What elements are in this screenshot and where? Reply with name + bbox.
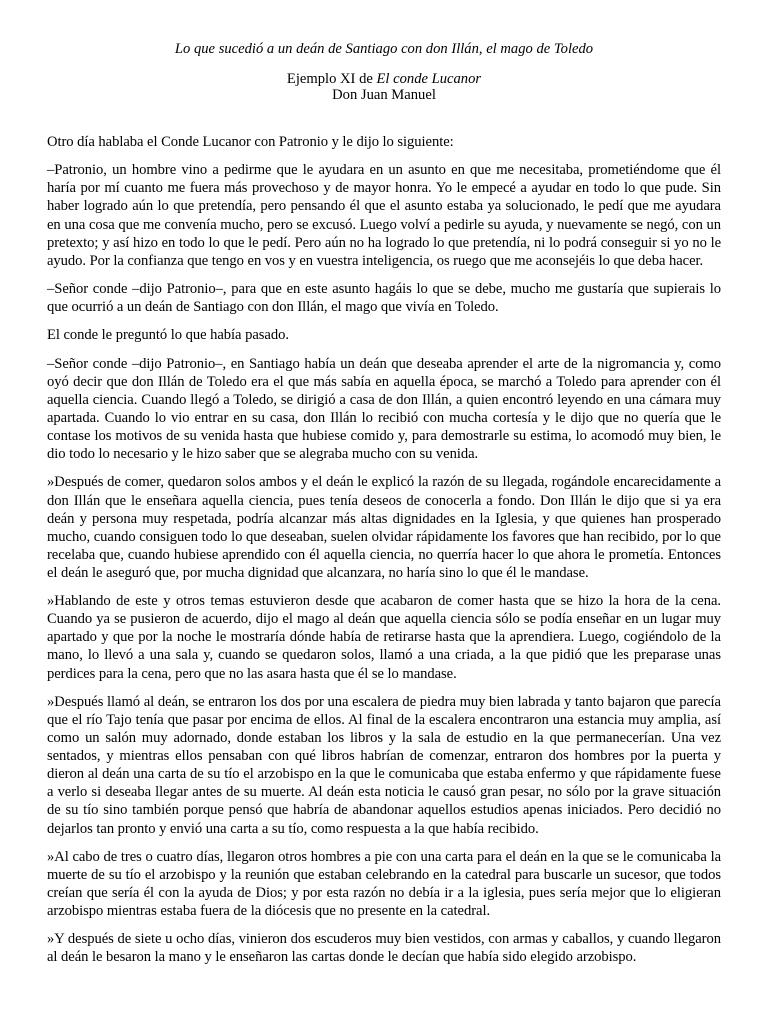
subtitle-work-title: El conde Lucanor (376, 71, 482, 87)
paragraph: »Hablando de este y otros temas estuvieron desde que acabaron de comer hasta que se hizo la hora de la cena. Cuando ya se pusieron de acuerdo, dijo el mago al deán que aquella ciencia sólo se podía enseñar en un lugar muy apartado y que por la noche le mostraría dónde había de retirarse hasta que la aprendiera. Luego, cogiéndolo de la mano, lo llevó a una sala y, cuando se quedaron solos, llamó a una criada, a la que pidió que les preparase unas perdices para la cena, pero que no las asara hasta que él se lo mandase. (47, 593, 721, 682)
document-title: Lo que sucedió a un deán de Santiago con don Illán, el mago de Toledo (174, 41, 594, 57)
paragraph: »Después llamó al deán, se entraron los dos por una escalera de piedra muy bien labrada y tanto bajaron que parecía que el río Tajo tenía que pasar por encima de ellos. Al final de la escalera encontraron una estancia muy amplia, así como un salón muy adornado, donde estaban los libros y la sala de estudio en la que permanecerían. Una vez sentados, y mientras ellos pensaban con qué libros habrían de comenzar, entraron dos hombres por la puerta y dieron al deán una carta de su tío el arzobispo en la que le comunicaba que estaba enfermo y que rápidamente fuese a verlo si deseaba llegar antes de su muerte. Al deán esta noticia le causó gran pesar, no sólo por la grave situación de su tío sino también porque pensó que habría de abandonar aquellos estudios apenas iniciados. Pero decidió no dejarlos tan pronto y envió una carta a su tío, como respuesta a la que había recibido. (47, 693, 721, 837)
document-body (47, 133, 721, 967)
subtitle-prefix: Ejemplo XI de (286, 71, 377, 87)
document-subtitle (47, 71, 721, 87)
paragraph: »Después de comer, quedaron solos ambos y el deán le explicó la razón de su llegada, rogándole encarecidamente a don Illán que le enseñara aquella ciencia, pues tenía deseos de conocerla a fondo. Don Illán le dijo que si ya era deán y persona muy respetada, podría alcanzar más altas dignidades en la Iglesia, y que quienes han prosperado mucho, cuando consiguen todo lo que deseaban, suelen olvidar rápidamente los favores que han recibido, por lo que recelaba que, cuando hubiese aprendido con él aquella ciencia, no querría hacer lo que ahora le prometía. Entonces el deán le aseguró que, por mucha dignidad que alcanzara, no haría sino lo que él le mandase. (47, 474, 721, 581)
paragraph: –Señor conde –dijo Patronio–, para que en este asunto hagáis lo que se debe, mucho me gustaría que supierais lo que ocurrió a un deán de Santiago con don Illán, el mago que vivía en Toledo. (47, 281, 721, 316)
document-page (47, 40, 721, 977)
document-author: Don Juan Manuel (332, 87, 436, 103)
paragraph: –Señor conde –dijo Patronio–, en Santiago había un deán que deseaba aprender el arte de la nigromancia y, como oyó decir que don Illán de Toledo era el que más sabía en aquella época, se marchó a Toledo para aprender con él aquella ciencia. Cuando llegó a Toledo, se dirigió a casa de don Illán, a quien encontró leyendo en una cámara muy apartada. Cuando lo vio entrar en su casa, don Illán lo recibió con mucha cortesía y le dijo que no quería que le contase los motivos de su venida hasta que hubiese comido y, para demostrarle su estima, lo acomodó muy bien, le dio todo lo necesario y le hizo saber que se alegraba mucho con su venida. (47, 355, 721, 463)
paragraph: »Al cabo de tres o cuatro días, llegaron otros hombres a pie con una carta para el deán en la que se le comunicaba la muerte de su tío el arzobispo y la reunión que estaban celebrando en la catedral para buscarle un sucesor, que todos creían que sería él con la ayuda de Dios; y por esta razón no debía ir a la iglesia, pues sería mejor que lo eligieran arzobispo mientras estaba fuera de la diócesis que no presente en la catedral. (47, 848, 721, 920)
paragraph: El conde le preguntó lo que había pasado. (47, 327, 289, 344)
paragraph: Otro día hablaba el Conde Lucanor con Patronio y le dijo lo siguiente: (47, 134, 454, 150)
paragraph: –Patronio, un hombre vino a pedirme que le ayudara en un asunto en que me necesitaba, prometiéndome que él haría por mí cuanto me fuera más provechoso y de mayor honra. Yo le empecé a ayudar en todo lo que pude. Sin haber logrado aún lo que pretendía, pero pensando él que el asunto estaba ya solucionado, le pedí que me ayudara en una cosa que me convenía mucho, pero se excusó. Luego volví a pedirle su ayuda, y nuevamente se negó, con un pretexto; y así hizo en todo lo que le pedí. Pero aún no ha logrado lo que pretendía, ni lo podrá conseguir si yo no le ayudo. Por la confianza que tengo en vos y en vuestra inteligencia, os ruego que me aconsejéis lo que deba hacer. (47, 162, 721, 269)
paragraph: »Y después de siete u ocho días, vinieron dos escuderos muy bien vestidos, con armas y caballos, y cuando llegaron al deán le besaron la mano y le enseñaron las cartas donde le decían que había sido elegido arzobispo. (47, 931, 721, 966)
